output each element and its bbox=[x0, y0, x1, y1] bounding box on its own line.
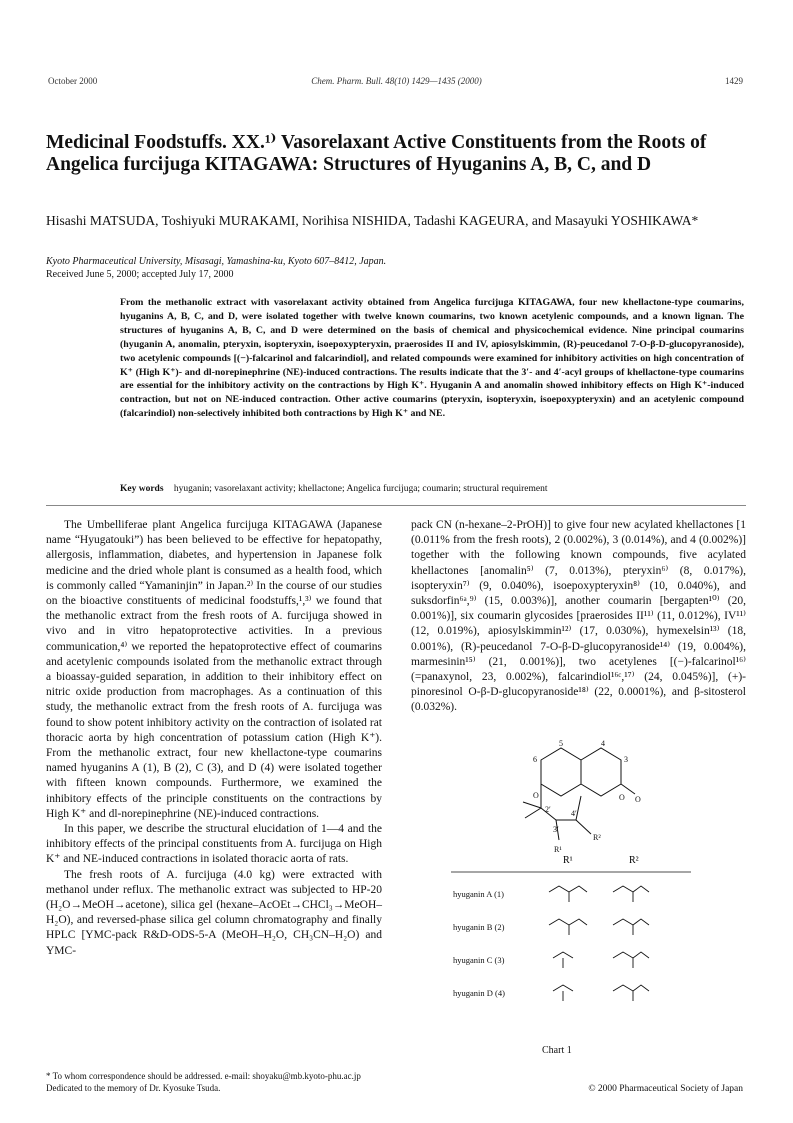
keywords-label: Key words bbox=[120, 484, 164, 494]
running-head-journal: Chem. Pharm. Bull. 48(10) 1429—1435 (2000) bbox=[311, 76, 482, 86]
atom-label: 6 bbox=[533, 755, 537, 764]
body-column-right bbox=[411, 518, 746, 716]
keywords bbox=[120, 484, 744, 494]
compound-name: hyuganin C (3) bbox=[453, 955, 505, 965]
running-head-date: October 2000 bbox=[48, 76, 98, 86]
paragraph: In this paper, we describe the structural elucidation of 1—4 and the inhibitory effects of the principal constituents from A. furcijuga on High K⁺ and NE-induced contractions in isolated thoracic aorta of rats. bbox=[46, 823, 382, 866]
chemical-structure-chart bbox=[441, 740, 741, 1040]
chart-caption: Chart 1 bbox=[542, 1045, 572, 1056]
correspondence-note: * To whom correspondence should be addressed. e-mail: shoyaku@mb.kyoto-phu.ac.jp bbox=[46, 1071, 361, 1081]
atom-label: 5 bbox=[559, 740, 563, 748]
atom-label: O bbox=[533, 791, 539, 800]
benzene-ring bbox=[541, 748, 581, 796]
compound-name: hyuganin B (2) bbox=[453, 922, 505, 932]
atom-label: O bbox=[619, 793, 625, 802]
acyl-group-structures bbox=[549, 886, 649, 1001]
keywords-text: hyuganin; vasorelaxant activity; khellactone; Angelica furcijuga; coumarin; structural requirement bbox=[173, 484, 548, 494]
dedication-note: Dedicated to the memory of Dr. Kyosuke Tsuda. bbox=[46, 1083, 221, 1093]
abstract: From the methanolic extract with vasorelaxant activity obtained from Angelica furcijuga KITAGAWA, four new khellactone-type coumarins, hyuganins A, B, C, and D, were isolated together with twelve known coumarins, two known acetylenic compounds, and a known lignan. The structures of hyuganins A, B, C, and D were determined on the basis of chemical and physicochemical evidence. Nine principal coumarins (hyuganin A, anomalin, pteryxin, isopteryxin, isoepoxypteryxin, praerosides II and IV, apiosylskimmin, (R)-peucedanol 7-O-β-D-glucopyranoside), two acetylenic compounds [(−)-falcarinol and falcarindiol], and related compounds were examined for inhibitory activities on high concentration of K⁺ (High K⁺)- and dl-norepinephrine (NE)-induced contractions. The results indicate that the 3′- and 4′-acyl groups of khellactone-type coumarins are essential for the inhibitory activity on the contractions by High K⁺. Hyuganin A and anomalin showed inhibitory effects on High K⁺-induced contraction, but not on NE-induced contraction. Other active coumarins (pteryxin, isopteryxin, isoepoxypteryxin) and an acetylenic compound (falcarindiol) non-selectively inhibited both contractions by High K⁺ and NE. bbox=[120, 297, 744, 420]
paragraph: The Umbelliferae plant Angelica furcijuga KITAGAWA (Japanese name “Hyugatouki”) has been believed to be effective for hepatopathy, allergosis, inflammation, diabetes, and hypertension in Japanese folk medicine and the dried whole plant is consumed as a health food, which is commonly called “Yamaninjin” in Japan.²⁾ In the course of our studies on the bioactive constituents of medicinal foodstuffs,¹,³⁾ we found that the methanolic extract from the fresh roots of A. furcijuga showed in vivo and in vitro hepatoprotective activities. In a previous communication,⁴⁾ we reported the hepatoprotective effect of coumarins and acetylenic compounds isolated from the methanolic extract through a bioassay-guided separation, in addition to their inhibitory effect on nitric oxide production from macrophages. As a continuation of this study, the methanolic extract from the fresh roots of A. furcijuga was found to show potent inhibitory activity on the contraction of isolated rat thoracic aorta by high concentration of potassium cation (High K⁺). From the methanolic extract, four new khellactone-type coumarins named hyuganins A (1), B (2), C (3), and D (4) were isolated together with fifteen known compounds. Furthermore, we examined the inhibitory effects of the principle constituents on the contractions by High K⁺ and dl-norepinephrine (NE)-induced contractions. bbox=[46, 519, 382, 820]
footnote bbox=[46, 1070, 466, 1094]
column-header-r2: R² bbox=[629, 855, 639, 866]
compound-name: hyuganin D (4) bbox=[453, 988, 505, 998]
column-header-r1: R¹ bbox=[563, 855, 573, 866]
received-dates: Received June 5, 2000; accepted July 17, 2000 bbox=[46, 269, 234, 280]
pyrone-ring bbox=[581, 748, 621, 796]
paragraph: The fresh roots of A. furcijuga (4.0 kg) were extracted with methanol under reflux. The methanolic extract was subjected to HP-20 (H₂O→MeOH→acetone), silica gel (hexane–AcOEt→CHCl₃→MeOH–H₂O), and reversed-phase silica gel column chromatography and finally HPLC [YMC-pack R&D-ODS-5-A (MeOH–H₂O, CH₃CN–H₂O) and YMC- bbox=[46, 868, 382, 957]
atom-label: 2′ bbox=[545, 805, 551, 814]
body-column-left bbox=[46, 518, 382, 959]
atom-label: R¹ bbox=[554, 845, 562, 854]
atom-label: R² bbox=[593, 833, 601, 842]
author-list: Hisashi MATSUDA, Toshiyuki MURAKAMI, Norihisa NISHIDA, Tadashi KAGEURA, and Masayuki YOSHIKAWA* bbox=[46, 213, 699, 228]
affiliation: Kyoto Pharmaceutical University, Misasagi, Yamashina-ku, Kyoto 607–8412, Japan. bbox=[46, 256, 387, 267]
paragraph: pack CN (n-hexane–2-PrOH)] to give four new acylated khellactones [1 (0.011% from the fresh roots), 2 (0.002%), 3 (0.014%), and 4 (0.002%)] together with the following known compounds, five acylated khellactones [anomalin⁵⁾ (7, 0.013%), pteryxin⁶⁾ (8, 0.017%), isopteryxin⁷⁾ (9, 0.040%), isoepoxypteryxin⁸⁾ (10, 0.040%), and suksdorfin⁶ᵃ,⁹⁾ (15, 0.003%)], another coumarin [bergapten¹⁰⁾ (20, 0.001%)], six coumarin glycosides [praerosides II¹¹⁾ (11, 0.012%), IV¹¹⁾ (12, 0.019%), apiosylskimmin¹²⁾ (17, 0.030%), hymexelsin¹³⁾ (18, 0.001%), (R)-peucedanol 7-O-β-D-glucopyranoside¹⁴⁾ (19, 0.004%), marmesinin¹⁵⁾ (21, 0.001%)], two acetylenes [(−)-falcarinol¹⁶⁾ (=panaxynol, 23, 0.002%), falcarindiol¹⁶ᶜ,¹⁷⁾ (24, 0.045%)], (+)-pinoresinol O-β-D-glucopyranoside¹⁸⁾ (22, 0.0001%), and β-sitosterol (0.032%). bbox=[411, 519, 746, 714]
atom-label: 4′ bbox=[571, 809, 577, 818]
atom-label: O bbox=[635, 795, 641, 804]
atom-label: 3′ bbox=[553, 825, 559, 834]
atom-label: 3 bbox=[624, 755, 628, 764]
atom-label: 4 bbox=[601, 740, 605, 748]
page-number: 1429 bbox=[725, 76, 743, 86]
section-divider bbox=[46, 505, 746, 506]
copyright: © 2000 Pharmaceutical Society of Japan bbox=[588, 1084, 743, 1094]
paper-title: Medicinal Foodstuffs. XX.¹⁾ Vasorelaxant Active Constituents from the Roots of Angelica furcijuga KITAGAWA: Structures of Hyuganins A, B, C, and D bbox=[46, 132, 707, 175]
compound-name: hyuganin A (1) bbox=[453, 889, 504, 899]
